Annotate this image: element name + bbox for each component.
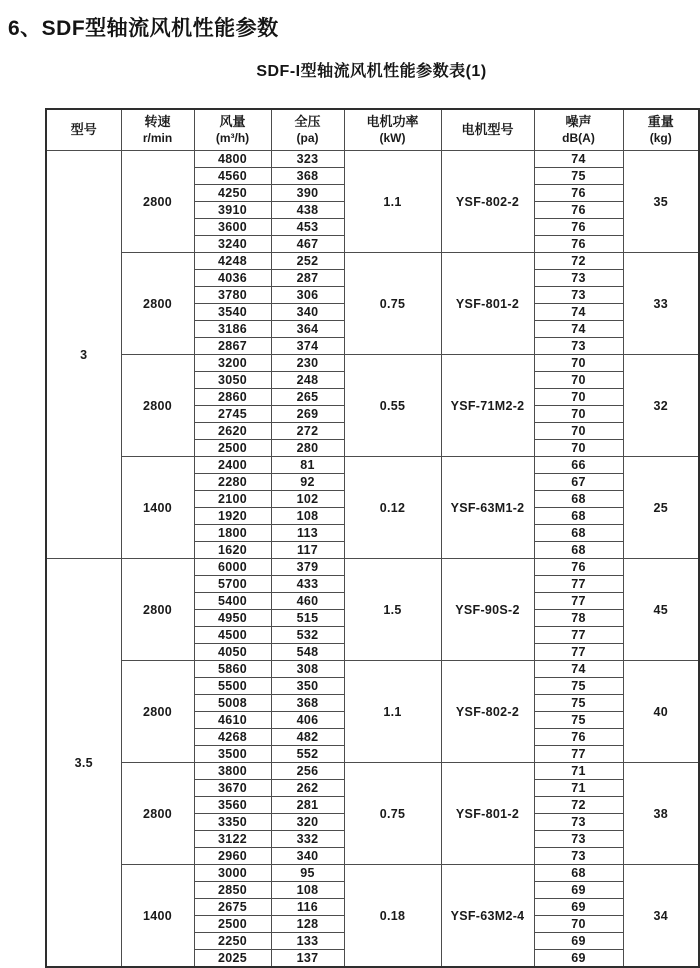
header-model-label: 型号 — [70, 121, 97, 137]
header-pressure — [271, 109, 344, 151]
noise-cell: 70 — [534, 440, 623, 457]
pressure-cell: 332 — [271, 831, 344, 848]
model-cell: 3.5 — [46, 559, 121, 968]
weight-cell: 45 — [623, 559, 699, 661]
power-cell: 0.18 — [344, 865, 441, 968]
noise-cell: 73 — [534, 831, 623, 848]
pressure-cell: 453 — [271, 219, 344, 236]
flow-cell: 2860 — [194, 389, 271, 406]
pressure-cell: 340 — [271, 304, 344, 321]
motor-cell: YSF-802-2 — [441, 661, 534, 763]
pressure-cell: 272 — [271, 423, 344, 440]
flow-cell: 4500 — [194, 627, 271, 644]
flow-cell: 3122 — [194, 831, 271, 848]
flow-cell: 6000 — [194, 559, 271, 576]
header-model — [46, 109, 121, 151]
pressure-cell: 482 — [271, 729, 344, 746]
weight-cell: 40 — [623, 661, 699, 763]
motor-cell: YSF-63M1-2 — [441, 457, 534, 559]
pressure-cell: 133 — [271, 933, 344, 950]
noise-cell: 77 — [534, 746, 623, 763]
table-row — [46, 355, 699, 372]
flow-cell: 3910 — [194, 202, 271, 219]
speed-cell: 2800 — [121, 559, 194, 661]
noise-cell: 75 — [534, 678, 623, 695]
flow-cell: 1800 — [194, 525, 271, 542]
power-cell: 0.12 — [344, 457, 441, 559]
flow-cell: 4268 — [194, 729, 271, 746]
table-row — [46, 559, 699, 576]
flow-cell: 2500 — [194, 440, 271, 457]
flow-cell: 4250 — [194, 185, 271, 202]
pressure-cell: 256 — [271, 763, 344, 780]
flow-cell: 2675 — [194, 899, 271, 916]
power-cell: 1.5 — [344, 559, 441, 661]
motor-cell: YSF-801-2 — [441, 253, 534, 355]
pressure-cell: 287 — [271, 270, 344, 287]
flow-cell: 5700 — [194, 576, 271, 593]
flow-cell: 4610 — [194, 712, 271, 729]
pressure-cell: 108 — [271, 508, 344, 525]
pressure-cell: 128 — [271, 916, 344, 933]
noise-cell: 76 — [534, 559, 623, 576]
pressure-cell: 102 — [271, 491, 344, 508]
noise-cell: 70 — [534, 372, 623, 389]
flow-cell: 3050 — [194, 372, 271, 389]
noise-cell: 77 — [534, 627, 623, 644]
noise-cell: 73 — [534, 270, 623, 287]
table-row — [46, 661, 699, 678]
header-pressure-unit: (pa) — [296, 130, 319, 145]
pressure-cell: 281 — [271, 797, 344, 814]
flow-cell: 4560 — [194, 168, 271, 185]
pressure-cell: 438 — [271, 202, 344, 219]
flow-cell: 2025 — [194, 950, 271, 968]
table-row — [46, 865, 699, 882]
pressure-cell: 320 — [271, 814, 344, 831]
table-row — [46, 253, 699, 270]
pressure-cell: 552 — [271, 746, 344, 763]
flow-cell: 1920 — [194, 508, 271, 525]
power-cell: 1.1 — [344, 151, 441, 253]
pressure-cell: 280 — [271, 440, 344, 457]
motor-cell: YSF-801-2 — [441, 763, 534, 865]
header-speed — [121, 109, 194, 151]
speed-cell: 1400 — [121, 865, 194, 968]
pressure-cell: 532 — [271, 627, 344, 644]
flow-cell: 3240 — [194, 236, 271, 253]
pressure-cell: 379 — [271, 559, 344, 576]
pressure-cell: 364 — [271, 321, 344, 338]
noise-cell: 70 — [534, 916, 623, 933]
motor-cell: YSF-802-2 — [441, 151, 534, 253]
page-title: 6、SDF型轴流风机性能参数 — [8, 17, 279, 40]
noise-cell: 71 — [534, 780, 623, 797]
header-speed-unit: r/min — [142, 130, 173, 145]
flow-cell: 2745 — [194, 406, 271, 423]
flow-cell: 5500 — [194, 678, 271, 695]
pressure-cell: 515 — [271, 610, 344, 627]
speed-cell: 2800 — [121, 253, 194, 355]
flow-cell: 4800 — [194, 151, 271, 168]
speed-cell: 2800 — [121, 763, 194, 865]
noise-cell: 70 — [534, 355, 623, 372]
pressure-cell: 137 — [271, 950, 344, 968]
weight-cell: 38 — [623, 763, 699, 865]
pressure-cell: 117 — [271, 542, 344, 559]
speed-cell: 2800 — [121, 661, 194, 763]
header-weight-unit: (kg) — [649, 130, 672, 145]
flow-cell: 3000 — [194, 865, 271, 882]
table-row — [46, 763, 699, 780]
header-speed-label: 转速 — [144, 113, 171, 129]
pressure-cell: 265 — [271, 389, 344, 406]
flow-cell: 2850 — [194, 882, 271, 899]
noise-cell: 67 — [534, 474, 623, 491]
noise-cell: 66 — [534, 457, 623, 474]
noise-cell: 69 — [534, 950, 623, 968]
noise-cell: 73 — [534, 287, 623, 304]
flow-cell: 3540 — [194, 304, 271, 321]
flow-cell: 2620 — [194, 423, 271, 440]
noise-cell: 71 — [534, 763, 623, 780]
noise-cell: 74 — [534, 151, 623, 168]
speed-cell: 2800 — [121, 355, 194, 457]
flow-cell: 1620 — [194, 542, 271, 559]
flow-cell: 2280 — [194, 474, 271, 491]
flow-cell: 3600 — [194, 219, 271, 236]
pressure-cell: 390 — [271, 185, 344, 202]
pressure-cell: 406 — [271, 712, 344, 729]
noise-cell: 70 — [534, 406, 623, 423]
pressure-cell: 467 — [271, 236, 344, 253]
pressure-cell: 262 — [271, 780, 344, 797]
header-motor-label: 电机型号 — [461, 121, 514, 137]
noise-cell: 68 — [534, 865, 623, 882]
noise-cell: 76 — [534, 185, 623, 202]
noise-cell: 68 — [534, 525, 623, 542]
pressure-cell: 81 — [271, 457, 344, 474]
model-cell: 3 — [46, 151, 121, 559]
pressure-cell: 368 — [271, 168, 344, 185]
pressure-cell: 306 — [271, 287, 344, 304]
pressure-cell: 113 — [271, 525, 344, 542]
pressure-cell: 460 — [271, 593, 344, 610]
header-noise-label: 噪声 — [565, 113, 592, 129]
performance-table — [45, 108, 700, 968]
pressure-cell: 374 — [271, 338, 344, 355]
flow-cell: 3800 — [194, 763, 271, 780]
pressure-cell: 548 — [271, 644, 344, 661]
noise-cell: 73 — [534, 814, 623, 831]
noise-cell: 70 — [534, 423, 623, 440]
table-row — [46, 457, 699, 474]
motor-cell: YSF-63M2-4 — [441, 865, 534, 968]
header-row — [46, 109, 699, 151]
flow-cell: 2500 — [194, 916, 271, 933]
header-pressure-label: 全压 — [294, 113, 321, 129]
header-flow — [194, 109, 271, 151]
flow-cell: 2100 — [194, 491, 271, 508]
noise-cell: 75 — [534, 695, 623, 712]
pressure-cell: 92 — [271, 474, 344, 491]
pressure-cell: 368 — [271, 695, 344, 712]
header-weight — [623, 109, 699, 151]
pressure-cell: 95 — [271, 865, 344, 882]
noise-cell: 77 — [534, 644, 623, 661]
weight-cell: 34 — [623, 865, 699, 968]
pressure-cell: 308 — [271, 661, 344, 678]
noise-cell: 77 — [534, 593, 623, 610]
header-weight-label: 重量 — [647, 113, 674, 129]
pressure-cell: 323 — [271, 151, 344, 168]
flow-cell: 5860 — [194, 661, 271, 678]
power-cell: 0.75 — [344, 253, 441, 355]
table-caption: SDF-I型轴流风机性能参数表(1) — [256, 63, 487, 80]
pressure-cell: 116 — [271, 899, 344, 916]
noise-cell: 75 — [534, 168, 623, 185]
noise-cell: 75 — [534, 712, 623, 729]
table-body — [46, 151, 699, 968]
flow-cell: 2250 — [194, 933, 271, 950]
flow-cell: 3186 — [194, 321, 271, 338]
pressure-cell: 252 — [271, 253, 344, 270]
flow-cell: 3560 — [194, 797, 271, 814]
flow-cell: 3350 — [194, 814, 271, 831]
noise-cell: 72 — [534, 797, 623, 814]
power-cell: 1.1 — [344, 661, 441, 763]
noise-cell: 77 — [534, 576, 623, 593]
flow-cell: 2867 — [194, 338, 271, 355]
weight-cell: 32 — [623, 355, 699, 457]
flow-cell: 3500 — [194, 746, 271, 763]
flow-cell: 2400 — [194, 457, 271, 474]
pressure-cell: 248 — [271, 372, 344, 389]
noise-cell: 70 — [534, 389, 623, 406]
noise-cell: 76 — [534, 202, 623, 219]
header-power — [344, 109, 441, 151]
header-flow-label: 风量 — [219, 113, 246, 129]
flow-cell: 3780 — [194, 287, 271, 304]
header-flow-unit: (m³/h) — [215, 130, 250, 145]
header-motor — [441, 109, 534, 151]
noise-cell: 68 — [534, 542, 623, 559]
header-noise — [534, 109, 623, 151]
noise-cell: 69 — [534, 899, 623, 916]
noise-cell: 74 — [534, 304, 623, 321]
flow-cell: 3670 — [194, 780, 271, 797]
pressure-cell: 230 — [271, 355, 344, 372]
noise-cell: 74 — [534, 661, 623, 678]
header-power-unit: (kW) — [379, 130, 406, 145]
pressure-cell: 340 — [271, 848, 344, 865]
flow-cell: 4050 — [194, 644, 271, 661]
pressure-cell: 433 — [271, 576, 344, 593]
power-cell: 0.75 — [344, 763, 441, 865]
table-row — [46, 151, 699, 168]
flow-cell: 2960 — [194, 848, 271, 865]
noise-cell: 68 — [534, 491, 623, 508]
noise-cell: 68 — [534, 508, 623, 525]
noise-cell: 76 — [534, 236, 623, 253]
flow-cell: 4248 — [194, 253, 271, 270]
flow-cell: 3200 — [194, 355, 271, 372]
power-cell: 0.55 — [344, 355, 441, 457]
noise-cell: 73 — [534, 338, 623, 355]
speed-cell: 2800 — [121, 151, 194, 253]
table-header — [46, 109, 699, 151]
motor-cell: YSF-71M2-2 — [441, 355, 534, 457]
noise-cell: 74 — [534, 321, 623, 338]
noise-cell: 69 — [534, 933, 623, 950]
speed-cell: 1400 — [121, 457, 194, 559]
weight-cell: 25 — [623, 457, 699, 559]
noise-cell: 72 — [534, 253, 623, 270]
noise-cell: 73 — [534, 848, 623, 865]
pressure-cell: 350 — [271, 678, 344, 695]
flow-cell: 4950 — [194, 610, 271, 627]
weight-cell: 35 — [623, 151, 699, 253]
flow-cell: 4036 — [194, 270, 271, 287]
noise-cell: 69 — [534, 882, 623, 899]
header-power-label: 电机功率 — [366, 113, 419, 129]
flow-cell: 5400 — [194, 593, 271, 610]
noise-cell: 76 — [534, 729, 623, 746]
noise-cell: 78 — [534, 610, 623, 627]
pressure-cell: 108 — [271, 882, 344, 899]
noise-cell: 76 — [534, 219, 623, 236]
pressure-cell: 269 — [271, 406, 344, 423]
motor-cell: YSF-90S-2 — [441, 559, 534, 661]
header-noise-unit: dB(A) — [562, 130, 595, 145]
weight-cell: 33 — [623, 253, 699, 355]
flow-cell: 5008 — [194, 695, 271, 712]
